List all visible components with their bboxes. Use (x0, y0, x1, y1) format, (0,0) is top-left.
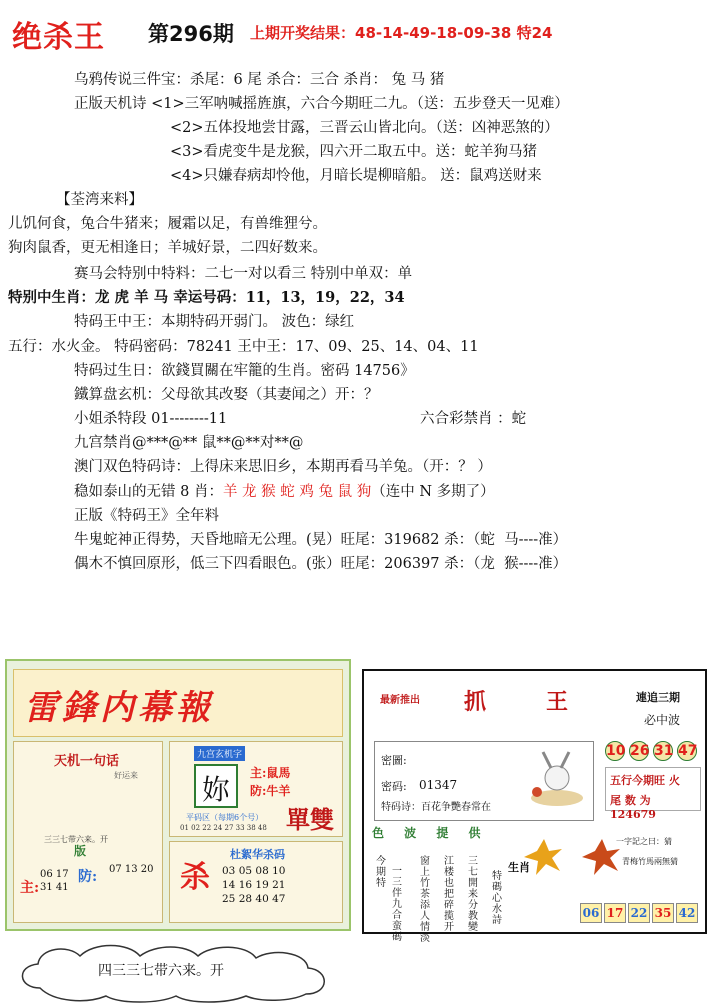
line-8: 狗肉鼠香，更无相逢日；羊城好景，二四好数来。 (8, 240, 327, 256)
splash-icon-left (524, 839, 564, 875)
leifeng-panel (5, 659, 351, 931)
leifeng-title: 雷鋒内幕報 (24, 688, 214, 728)
header (0, 0, 713, 55)
jiugong-tag: 九宫玄机字 (194, 746, 245, 761)
line-15a: 小姐杀特段 01--------11 (74, 411, 228, 427)
issue-number: 第296期 (148, 22, 234, 46)
ball-2: 26 (630, 743, 650, 759)
jiugong-char-box (194, 764, 238, 808)
one-word-note: 一字記之曰：猜 (616, 837, 672, 846)
rabbit-illustration (527, 748, 589, 814)
line-9: 赛马会特别中特料：二七一对以看三 特别中单双：单 (74, 266, 413, 282)
jiugong-char: 妳 (201, 773, 230, 806)
mima-box (374, 741, 594, 821)
last-result: 上期开奖结果：48-14-49-18-09-38 特24 (250, 24, 553, 42)
line-3: <2>五体投地尝甘露，三晋云山皆北向。（送：凶神恶煞的） (170, 120, 559, 136)
line-15b: 六合彩禁肖 ：蛇 (420, 411, 527, 427)
zhu-label: 主: (20, 880, 40, 896)
line-1: 乌鸦传说三件宝：杀尾：6 尾 杀合：三合 杀肖： 兔 马 猪 (74, 72, 445, 88)
line-2: 正版天机诗 <1>三军呐喊摇旌旗，六合今期旺二九。（送：五步登天一见难） (74, 96, 569, 112)
mima-label: 密圖: (381, 754, 407, 767)
vertical-col-3: 窗上竹茶添人情淡 (420, 856, 430, 944)
cloud-text: 四三三七带六来。开 (98, 963, 224, 979)
wuxing-line: 五行今期旺 火 (610, 774, 680, 787)
duxu-kill-box (169, 841, 343, 923)
chip-1: 06 (580, 903, 602, 923)
ball-3: 31 (654, 743, 674, 759)
line-17: 澳门双色特码诗：上得床来思旧乡，本期再看马羊兔。（开：？ ） (74, 459, 492, 475)
ball-4: 47 (678, 743, 698, 759)
mima-numbers: 01347 (419, 778, 458, 792)
mima-label-2: 密码: (381, 780, 407, 793)
line-10: 特别中生肖：龙 虎 羊 马 幸运号码：11，13，19，22，34 (8, 289, 405, 306)
tema-poem: 特码诗：百花争艷春常在 (381, 802, 491, 813)
consecutive-label: 連追三期 (636, 691, 680, 704)
chip-4: 35 (652, 903, 674, 923)
line-7: 儿饥何食，兔合牛猪来；履霜以足，有兽维狸兮。 (8, 216, 327, 232)
line-18 (74, 482, 495, 502)
zhu-zodiac: 主:鼠馬 (250, 766, 291, 780)
line-5: <4>只嫌春病却怜他，月暗长堤柳暗船。 送：鼠鸡送财来 (170, 168, 542, 184)
leifeng-title-box (13, 669, 343, 737)
wuxing-box (605, 767, 701, 821)
tianji-text: 三三七带六来。开 (44, 835, 108, 844)
chip-2: 17 (604, 903, 626, 923)
color-wave-banner: 色 波 提 供 (372, 826, 489, 840)
line-14: 鐵算盘玄机：父母欲其改娶（其妻闻之）开：？ (74, 387, 379, 403)
ball-1: 10 (606, 743, 626, 759)
zhuawang-panel (362, 669, 707, 944)
new-badge: 最新推出 (380, 695, 420, 706)
zodiac-poem: 特碼心水詩 (492, 871, 502, 926)
line-18-note: （连中 N 多期了） (371, 484, 495, 500)
vertical-col-2: 一三伴九合蛮碼 (392, 866, 402, 943)
qingmei-note: 青梅竹馬兩無猜 (622, 857, 678, 866)
chip-3: 22 (628, 903, 650, 923)
fang-zodiac: 防:牛羊 (250, 784, 291, 798)
weishu-line: 尾 数 为 124679 (610, 794, 656, 821)
line-16: 九宫禁肖@***@** 鼠**@**对**@ (74, 435, 304, 451)
line-19: 正版《特码王》全年料 (74, 508, 219, 524)
pingma-title: 平码区（每期6个号） (186, 813, 264, 822)
line-18-label: 稳如泰山的无错 8 肖： (74, 484, 223, 500)
line-4: <3>看虎变牛是龙猴，四六开二取五中。送：蛇羊狗马猪 (170, 144, 538, 160)
chip-5: 42 (676, 903, 698, 923)
tianji-title: 天机一句话 (54, 754, 120, 769)
dan-shuang: 單雙 (286, 805, 334, 834)
kill-title: 杜絮华杀码 (230, 848, 285, 861)
line-11: 特码王中王：本期特码开弱门。 波色：绿红 (74, 314, 355, 330)
vertical-col-4: 江楼也把碎揽开 (444, 856, 454, 933)
zodiac-label: 生肖 (508, 861, 530, 874)
line-13: 特码过生日：欲錢買關在牢籠的生肖。密码 14756》 (74, 363, 415, 379)
fang-label: 防: (78, 869, 98, 885)
kill-glyph: 杀 (180, 860, 210, 895)
eight-zodiacs: 羊 龙 猴 蛇 鸡 兔 鼠 狗 (222, 484, 372, 500)
zhuawang-title: 抓王 (464, 689, 629, 715)
line-12: 五行：水火金。 特码密码：78241 王中王：17、09、25、14、04、11 (8, 339, 479, 355)
wave-label: 必中波 (644, 713, 681, 727)
vertical-col-5: 三七開来分教變 (468, 856, 478, 933)
line-20: 牛鬼蛇神正得势，天昏地暗无公理。(晃）旺尾：319682 杀：（蛇 马----准） (74, 532, 568, 548)
logo-title: 绝杀王 (12, 20, 105, 55)
vertical-col-1: 今期特 (376, 856, 386, 889)
zhu-numbers: 06 17 31 41 (40, 869, 69, 893)
jiugong-box (169, 741, 343, 837)
tianji-note: 好运来 (114, 771, 138, 780)
tianji-box (13, 741, 163, 923)
pingma-numbers: 01 02 22 24 27 33 38 48 (180, 824, 267, 832)
line-21: 偶木不慎回原形，低三下四看眼色。(张）旺尾：206397 杀：（龙 猴----准） (74, 556, 568, 572)
ban-label: 版 (74, 844, 87, 858)
fang-numbers: 07 13 20 (109, 864, 154, 875)
kill-numbers: 03 05 08 10 14 16 19 21 25 28 40 47 (222, 865, 286, 905)
line-6: 【荃湾来料】 (56, 192, 143, 208)
